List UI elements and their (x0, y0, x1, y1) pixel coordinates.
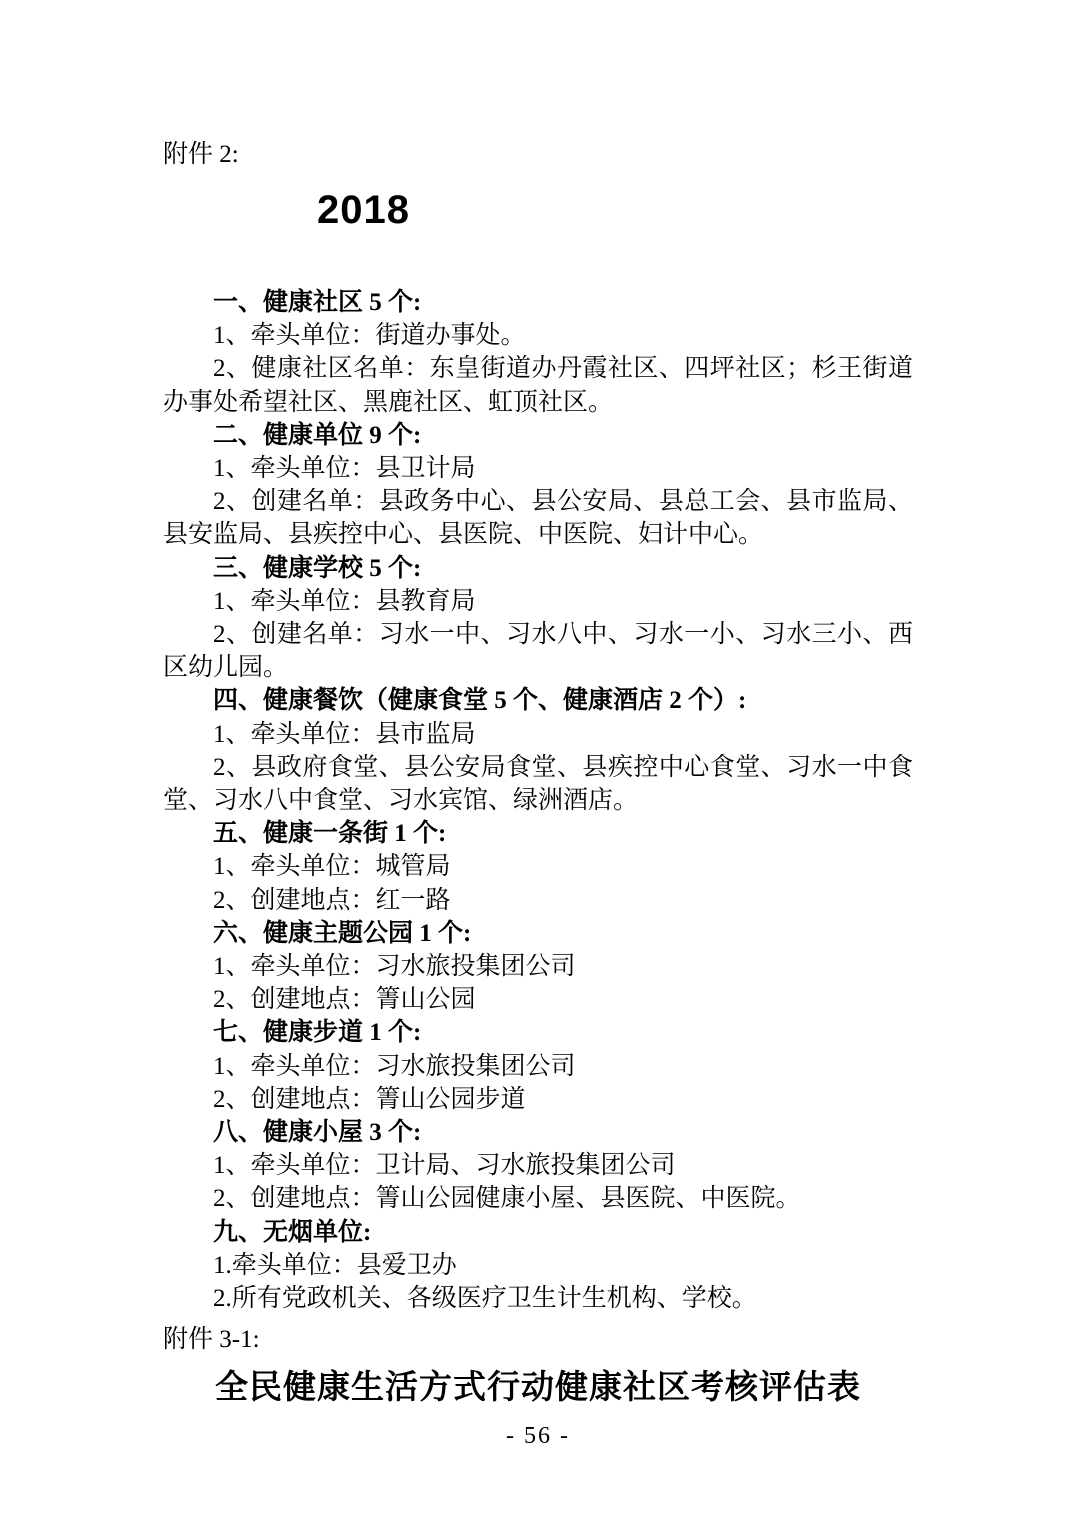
section-healthy-unit (163, 419, 913, 552)
section-heading: 四、健康餐饮（健康食堂 5 个、健康酒店 2 个）: (213, 687, 747, 715)
section-healthy-catering (163, 684, 913, 817)
attachment-2-label: 附件 2: (163, 141, 239, 168)
section-item: 1、牵头单位：县市监局 (213, 720, 476, 748)
section-item: 2、创建名单：习水一中、习水八中、习水一小、习水三小、西区幼儿园。 (163, 621, 913, 682)
section-item: 2、创建地点：箐山公园 (213, 986, 476, 1014)
section-heading: 三、健康学校 5 个: (213, 554, 422, 582)
section-heading: 九、无烟单位: (213, 1218, 372, 1246)
section-item: 2、健康社区名单：东皇街道办丹霞社区、四坪社区；杉王街道办事处希望社区、黑鹿社区、虹顶社区。 (163, 355, 913, 416)
section-healthy-community (163, 286, 913, 419)
section-item: 1、牵头单位：城管局 (213, 853, 451, 881)
section-item: 1、牵头单位：习水旅投集团公司 (213, 1052, 576, 1080)
section-item: 2、创建名单：县政务中心、县公安局、县总工会、县市监局、县安监局、县疾控中心、县医院、中医院、妇计中心。 (163, 488, 913, 549)
section-heading: 五、健康一条街 1 个: (213, 820, 447, 848)
section-item: 1.牵头单位：县爱卫办 (213, 1251, 457, 1279)
assessment-table-title: 全民健康生活方式行动健康社区考核评估表 (215, 1368, 861, 1406)
section-healthy-theme-park (163, 917, 913, 1017)
section-heading: 六、健康主题公园 1 个: (213, 919, 472, 947)
section-item: 2.所有党政机关、各级医疗卫生计生机构、学校。 (213, 1285, 757, 1313)
section-healthy-street (163, 817, 913, 917)
section-item: 1、牵头单位：街道办事处。 (213, 322, 526, 350)
section-item: 1、牵头单位：县教育局 (213, 587, 476, 615)
page-number: - 56 - (506, 1423, 570, 1450)
year-title: 2018 (317, 188, 410, 232)
section-heading: 八、健康小屋 3 个: (213, 1119, 422, 1147)
section-item: 1、牵头单位：卫计局、习水旅投集团公司 (213, 1152, 676, 1180)
section-healthy-school (163, 552, 913, 685)
section-smoke-free-unit (163, 1216, 913, 1316)
section-heading: 二、健康单位 9 个: (213, 421, 422, 449)
section-heading: 一、健康社区 5 个: (213, 289, 422, 316)
section-item: 1、牵头单位：县卫计局 (213, 455, 476, 483)
section-item: 2、创建地点：箐山公园健康小屋、县医院、中医院。 (213, 1185, 801, 1213)
section-healthy-cabin (163, 1116, 913, 1216)
attachment-3-1-label: 附件 3-1: (163, 1326, 260, 1354)
section-item: 2、创建地点：箐山公园步道 (213, 1085, 526, 1113)
section-item: 2、创建地点：红一路 (213, 886, 451, 914)
section-healthy-trail (163, 1016, 913, 1116)
section-item: 1、牵头单位：习水旅投集团公司 (213, 953, 576, 981)
section-heading: 七、健康步道 1 个: (213, 1019, 422, 1047)
document-body (163, 286, 913, 1315)
section-item: 2、县政府食堂、县公安局食堂、县疾控中心食堂、习水一中食堂、习水八中食堂、习水宾馆、绿洲酒店。 (163, 753, 913, 815)
